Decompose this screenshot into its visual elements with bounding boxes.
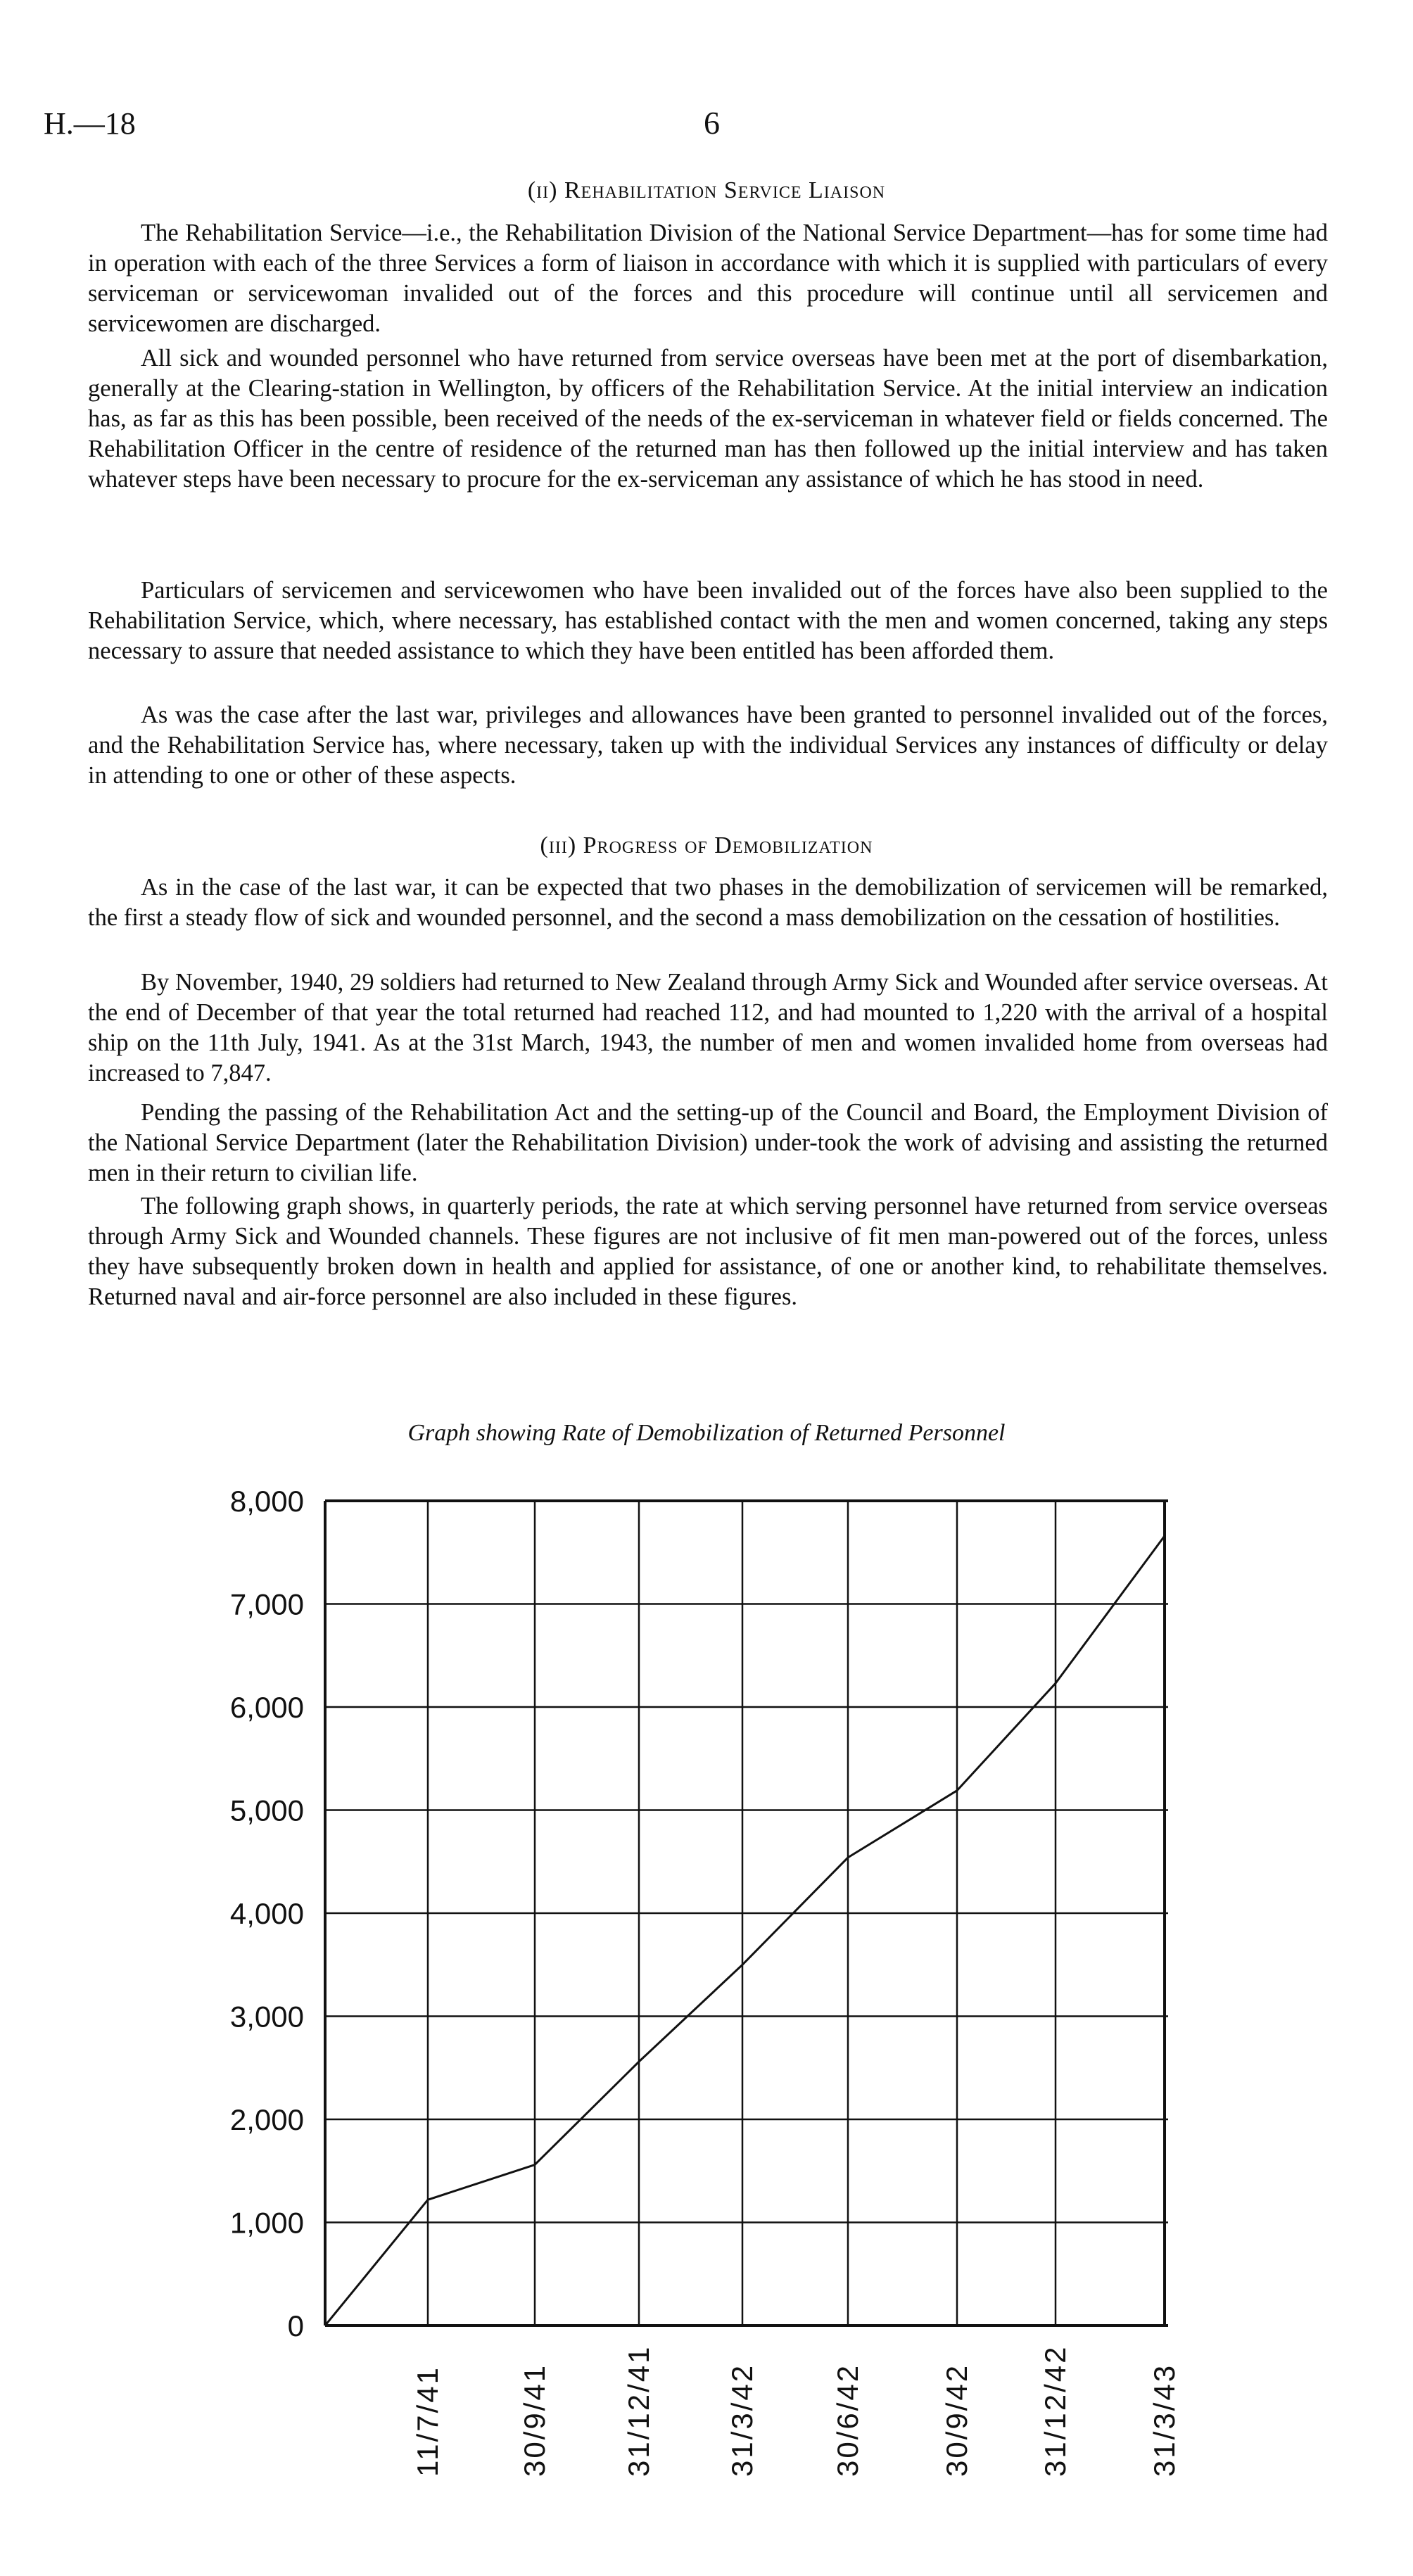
x-tick-label: 31/12/41 — [622, 2345, 655, 2477]
paragraph-text: All sick and wounded personnel who have returned from service overseas have been met at the port of disembarkation, generally at the Clearing-station in Wellington, by officers of the Rehabilitation Service. At the initial interview an indication has, as far as this has been possible, been received of the needs of the ex-serviceman in whatever field or fields concerned. The Rehabilitation Officer in the centre of residence of the returned man has then followed up the initial interview and has taken whatever steps have been necessary to procure for the ex-serviceman any assistance of which he has stood in need. — [88, 345, 1328, 493]
section-title-progress-demobilization: (iii) Progress of Demobilization — [540, 832, 873, 858]
y-tick-label: 7,000 — [229, 1587, 304, 1621]
paragraph-text: Pending the passing of the Rehabilitation Act and the setting-up of the Council and Board, the Employment Division of the National Service Department (later the Rehabilitation Division) under-took the work of advising and assisting the returned men in their return to civilian life. — [88, 1099, 1328, 1186]
series-line — [325, 1536, 1165, 2326]
x-tick-label: 31/3/42 — [725, 2363, 759, 2477]
y-tick-label: 5,000 — [229, 1794, 304, 1827]
paragraph-text: By November, 1940, 29 soldiers had returned to New Zealand through Army Sick and Wounded after service overseas. At the end of December of that year the total returned had reached 112, and had mounted to 1,220 with the arrival of a hospital ship on the 11th July, 1941. As at the 31st March, 1943, the number of men and women invalided home from overseas had increased to 7,847. — [88, 969, 1328, 1086]
x-tick-label: 30/9/41 — [518, 2363, 551, 2477]
y-axis-labels — [230, 1485, 304, 2342]
x-tick-label: 31/3/43 — [1148, 2363, 1181, 2477]
x-tick-label: 30/6/42 — [831, 2363, 864, 2477]
y-tick-label: 2,000 — [229, 2103, 304, 2136]
y-tick-label: 1,000 — [229, 2206, 304, 2240]
paragraph-text: Particulars of servicemen and servicewomen who have been invalided out of the forces have also been supplied to the Rehabilitation Service, which, where necessary, has established contact with the men and women concerned, taking any steps necessary to assure that needed assistance to which they have been entitled has been afforded them. — [88, 577, 1328, 664]
y-tick-label: 6,000 — [229, 1691, 304, 1724]
x-tick-label: 11/7/41 — [411, 2365, 444, 2477]
x-tick-label: 30/9/42 — [940, 2363, 973, 2477]
x-axis-labels — [411, 2345, 1181, 2477]
document-reference: H.—18 — [44, 106, 136, 141]
y-tick-label: 3,000 — [229, 2000, 304, 2033]
chart-title: Graph showing Rate of Demobilization of Returned Personnel — [407, 1420, 1006, 1446]
page-number: 6 — [704, 105, 720, 141]
paragraph-text: The Rehabilitation Service—i.e., the Rehabilitation Division of the National Service Department—has for some time had in operation with each of the three Services a form of liaison in accordance with which it is supplied with particulars of every serviceman or servicewoman invalided out of the forces and this procedure will continue until all servicemen and servicewomen are discharged. — [88, 220, 1328, 337]
paragraph-text: As in the case of the last war, it can be expected that two phases in the demobilization of servicemen will be remarked, the first a steady flow of sick and wounded personnel, and the second a mass demobilization on the cessation of hostilities. — [88, 874, 1328, 931]
x-tick-label: 31/12/42 — [1039, 2345, 1072, 2477]
paragraph-text: As was the case after the last war, privileges and allowances have been granted to personnel invalided out of the forces, and the Rehabilitation Service has, where necessary, taken up with the individual Services any instances of difficulty or delay in attending to one or other of these aspects. — [88, 702, 1328, 789]
section-title-rehabilitation-liaison: (ii) Rehabilitation Service Liaison — [527, 177, 886, 203]
paragraph-text: The following graph shows, in quarterly periods, the rate at which serving personnel have returned from service overseas through Army Sick and Wounded channels. These figures are not inclusive of fit men man-powered out of the forces, unless they have subsequently broken down in health and applied for assistance, of one or another kind, to rehabilitate themselves. Returned naval and air-force personnel are also included in these figures. — [88, 1193, 1328, 1310]
y-tick-label: 4,000 — [229, 1897, 304, 1930]
chart-grid — [325, 1501, 1168, 2326]
y-tick-label: 8,000 — [229, 1485, 304, 1518]
y-tick-label: 0 — [287, 2309, 304, 2342]
